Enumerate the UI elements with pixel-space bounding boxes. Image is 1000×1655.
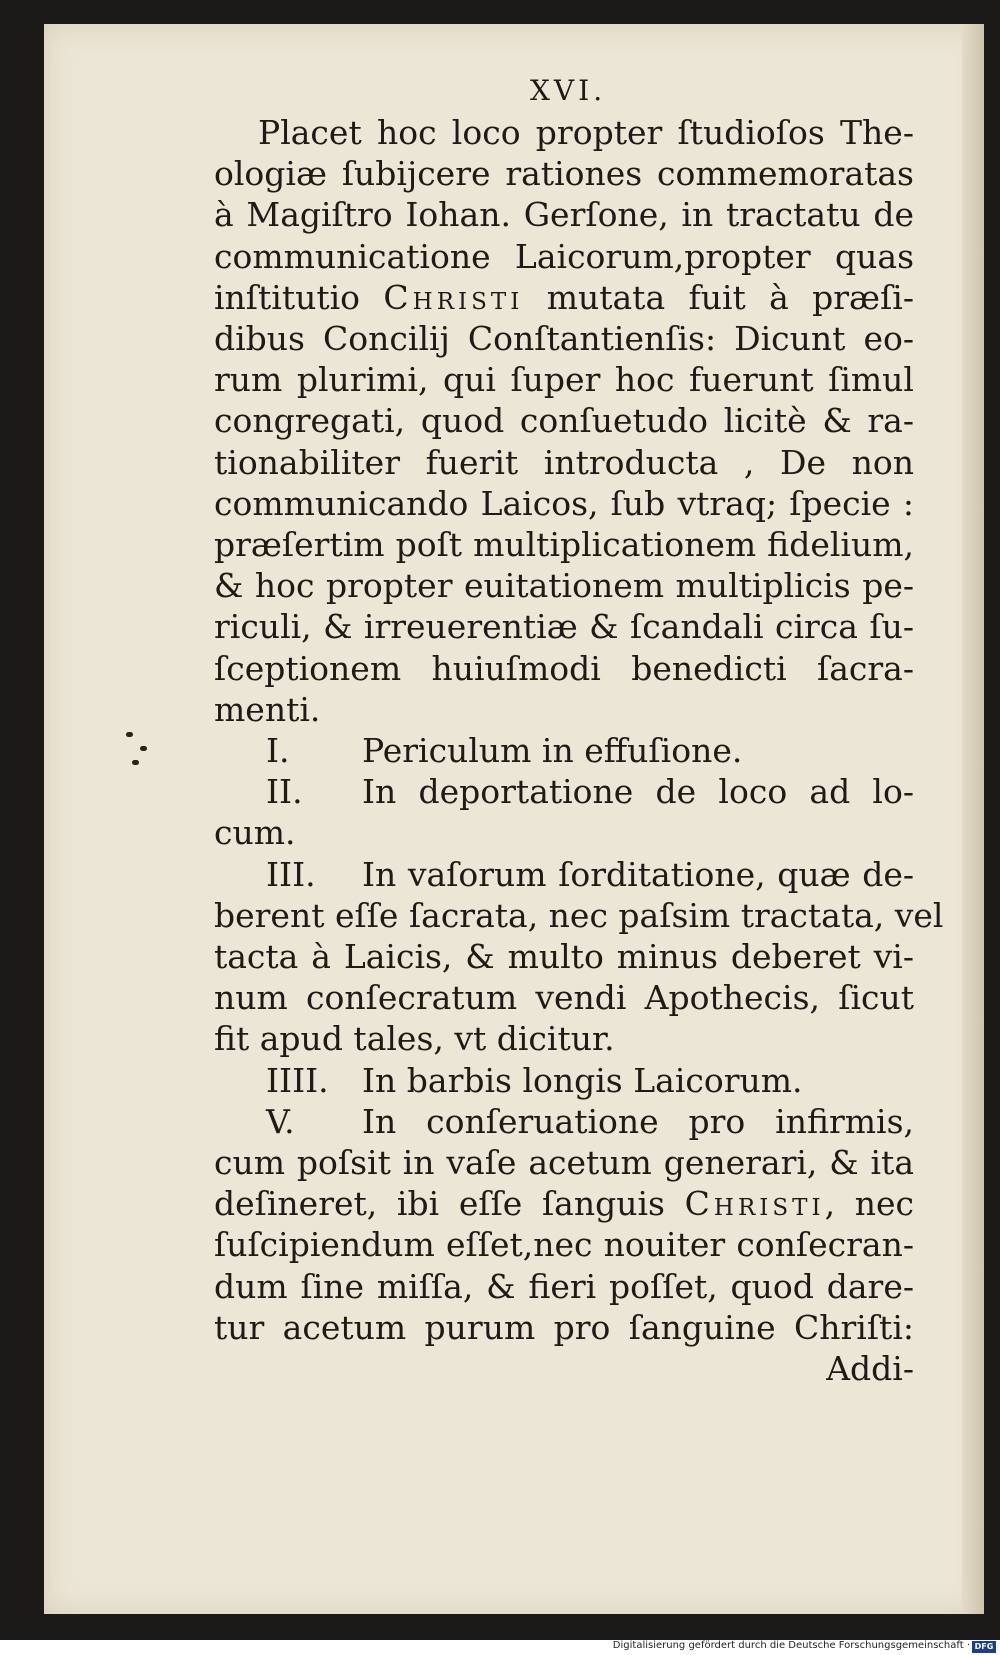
text-line: fit apud tales, vt dicitur.: [214, 1019, 615, 1059]
text-line: berent eſſe ſacrata, nec paſsim tractata, vel: [214, 895, 944, 935]
list-item: [214, 1060, 914, 1101]
list-item: [214, 1101, 914, 1142]
text-line: cum poſsit in vaſe acetum generari, & ita: [214, 1143, 914, 1183]
text-fragment: deſineret, ibi eſſe ſanguis: [214, 1184, 665, 1224]
text-line: dum ſine miſſa, & fieri poſſet, quod dare-: [214, 1266, 914, 1306]
list-item: [214, 771, 914, 812]
item-text: Periculum in effuſione.: [362, 731, 743, 771]
text-line: præſertim poſt multiplicationem fidelium,: [214, 525, 914, 565]
text-fragment: , nec: [824, 1184, 914, 1224]
catchword: Addi-: [826, 1349, 914, 1389]
item-text: In conſeruatione pro infirmis,: [362, 1101, 914, 1141]
item-number: I.: [266, 731, 290, 771]
text-line: communicatione Laicorum,propter quas: [214, 236, 914, 276]
item-text: In deportatione de loco ad lo-: [362, 772, 914, 812]
text-line: num conſecratum vendi Apothecis, ſicut: [214, 978, 914, 1018]
item-text: In vaſorum ſorditatione, quæ de-: [362, 854, 914, 894]
digitization-credit: Digitalisierung gefördert durch die Deutsche Forschungsgemeinschaft ·: [612, 1640, 970, 1651]
text-line: riculi, & irreuerentiæ & ſcandali circa ſu-: [214, 607, 914, 647]
list-item: [214, 854, 914, 895]
text-line: tacta à Laicis, & multo minus deberet vi-: [214, 937, 914, 977]
text-fragment: mutata fuit à præſi-: [546, 277, 914, 317]
text-line: ſuſcipiendum eſſet,nec nouiter conſecran-: [214, 1225, 914, 1265]
text-line: Placet hoc loco propter ſtudioſos The-: [258, 113, 914, 152]
text-line: communicando Laicos, ſub vtraq; ſpecie :: [214, 483, 914, 523]
item-number: V.: [266, 1101, 295, 1141]
text-line: & hoc propter euitationem multiplicis pe-: [214, 566, 914, 606]
page-number: XVI.: [530, 74, 607, 107]
christi-small-caps: Christi: [684, 1184, 825, 1224]
christi-small-caps: Christi: [383, 277, 524, 317]
list-item: [214, 730, 914, 771]
ink-spot: [132, 760, 139, 765]
text-line: tionabiliter fuerit introducta , De non: [214, 442, 914, 482]
text-line: à Magiſtro Iohan. Gerſone, in tractatu de: [214, 195, 914, 235]
text-line: dibus Concilij Conſtantienſis: Dicunt eo-: [214, 319, 914, 359]
ink-spot: [140, 746, 147, 751]
page-edge: [962, 24, 984, 1614]
text-line: ologiæ ſubijcere rationes commemoratas: [214, 154, 914, 194]
text-line: congregati, quod conſuetudo licitè & ra-: [214, 401, 914, 441]
text-line: tur acetum purum pro ſanguine Chriſti:: [214, 1307, 914, 1347]
text-line: menti.: [214, 689, 321, 729]
page-text: [214, 112, 944, 1389]
dfg-logo: DFG: [972, 1641, 996, 1653]
item-number: II.: [266, 772, 303, 812]
text-line: cum.: [214, 813, 296, 853]
text-line: ſceptionem huiuſmodi benedicti ſacra-: [214, 648, 914, 688]
text-line: rum plurimi, qui ſuper hoc fuerunt ſimul: [214, 360, 914, 400]
ink-spot: [126, 732, 133, 737]
item-number: IIII.: [266, 1060, 329, 1100]
item-number: III.: [266, 854, 316, 894]
text-line: [214, 277, 914, 318]
text-fragment: inſtitutio: [214, 277, 361, 317]
text-line: [214, 1183, 914, 1224]
item-text: In barbis longis Laicorum.: [362, 1060, 803, 1100]
